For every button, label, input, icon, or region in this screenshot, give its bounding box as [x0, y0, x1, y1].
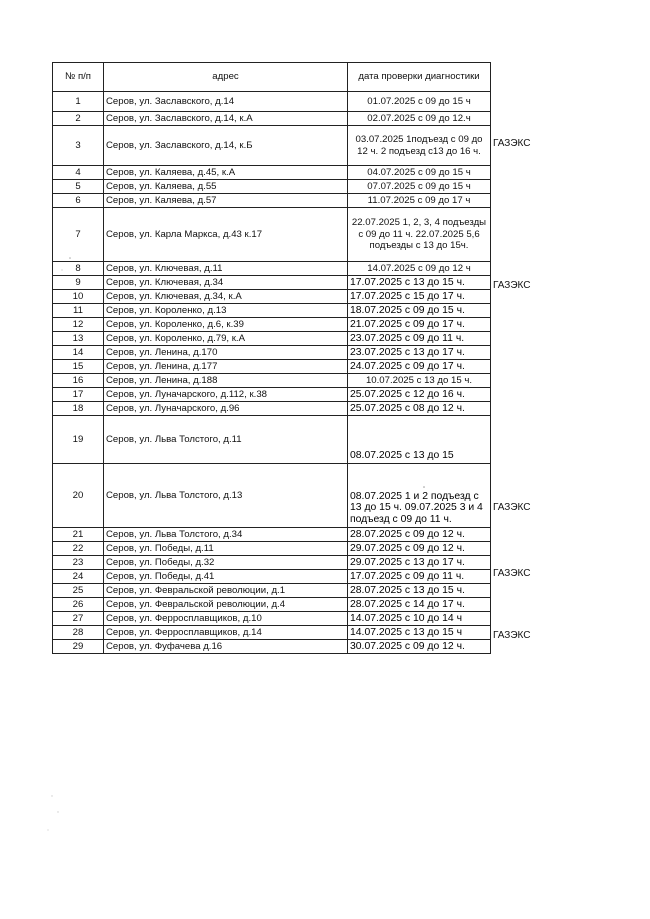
row-number: 1 [53, 92, 104, 112]
row-address: Серов, ул. Ключевая, д.11 [104, 262, 348, 276]
row-date: 23.07.2025 с 09 до 11 ч. [348, 332, 491, 346]
table-row [53, 304, 491, 318]
row-date: 25.07.2025 с 12 до 16 ч. [348, 388, 491, 402]
row-address: Серов, ул. Победы, д.11 [104, 542, 348, 556]
row-date: 24.07.2025 с 09 до 17 ч. [348, 360, 491, 374]
row-date: 18.07.2025 с 09 до 15 ч. [348, 304, 491, 318]
row-date: 07.07.2025 с 09 до 15 ч [348, 180, 491, 194]
row-address: Серов, ул. Заславского, д.14, к.А [104, 112, 348, 126]
table-row [53, 92, 491, 112]
row-number: 24 [53, 570, 104, 584]
row-address: Серов, ул. Луначарского, д.112, к.38 [104, 388, 348, 402]
row-date: 14.07.2025 с 09 до 12 ч [348, 262, 491, 276]
row-address: Серов, ул. Каляева, д.57 [104, 194, 348, 208]
row-number: 13 [53, 332, 104, 346]
row-address: Серов, ул. Короленко, д.6, к.39 [104, 318, 348, 332]
row-number: 15 [53, 360, 104, 374]
row-number: 18 [53, 402, 104, 416]
row-date: 04.07.2025 с 09 до 15 ч [348, 166, 491, 180]
table-row [53, 290, 491, 304]
row-number: 29 [53, 640, 104, 654]
row-address: Серов, ул. Ленина, д.188 [104, 374, 348, 388]
row-number: 11 [53, 304, 104, 318]
row-number: 23 [53, 556, 104, 570]
org-label: ГАЗЭКС [493, 280, 531, 291]
row-number: 2 [53, 112, 104, 126]
row-address: Серов, ул. Карла Маркса, д.43 к.17 [104, 208, 348, 262]
row-number: 8 [53, 262, 104, 276]
row-address: Серов, ул. Короленко, д.79, к.А [104, 332, 348, 346]
row-address: Серов, ул. Ленина, д.177 [104, 360, 348, 374]
table-row [53, 570, 491, 584]
row-number: 7 [53, 208, 104, 262]
row-date: 17.07.2025 с 09 до 11 ч. [348, 570, 491, 584]
row-address: Серов, ул. Ключевая, д.34, к.А [104, 290, 348, 304]
row-date: 17.07.2025 с 15 до 17 ч. [348, 290, 491, 304]
row-number: 28 [53, 626, 104, 640]
table-row [53, 416, 491, 464]
row-number: 6 [53, 194, 104, 208]
row-date: 29.07.2025 с 09 до 12 ч. [348, 542, 491, 556]
table-row [53, 208, 491, 262]
table-row [53, 584, 491, 598]
row-date: 14.07.2025 с 10 до 14 ч [348, 612, 491, 626]
table-row [53, 346, 491, 360]
row-date: 23.07.2025 с 13 до 17 ч. [348, 346, 491, 360]
table-row [53, 126, 491, 166]
row-number: 4 [53, 166, 104, 180]
table-row [53, 262, 491, 276]
row-address: Серов, ул. Ферросплавщиков, д.10 [104, 612, 348, 626]
org-label: ГАЗЭКС [493, 502, 531, 513]
table-row [53, 180, 491, 194]
row-address: Серов, ул. Февральской революции, д.1 [104, 584, 348, 598]
row-number: 14 [53, 346, 104, 360]
org-label: ГАЗЭКС [493, 630, 531, 641]
table-row [53, 166, 491, 180]
row-number: 20 [53, 464, 104, 528]
row-date: 30.07.2025 с 09 до 12 ч. [348, 640, 491, 654]
row-number: 27 [53, 612, 104, 626]
row-address: Серов, ул. Победы, д.41 [104, 570, 348, 584]
row-address: Серов, ул. Льва Толстого, д.34 [104, 528, 348, 542]
row-date: 28.07.2025 с 14 до 17 ч. [348, 598, 491, 612]
table-row [53, 276, 491, 290]
header-num: № п/п [53, 63, 104, 92]
org-label: ГАЗЭКС [493, 138, 531, 149]
row-number: 22 [53, 542, 104, 556]
row-date: 21.07.2025 с 09 до 17 ч. [348, 318, 491, 332]
row-address: Серов, ул. Ленина, д.170 [104, 346, 348, 360]
row-address: Серов, ул. Февральской революции, д.4 [104, 598, 348, 612]
row-address: Серов, ул. Заславского, д.14 [104, 92, 348, 112]
row-date: 11.07.2025 с 09 до 17 ч [348, 194, 491, 208]
table-row [53, 598, 491, 612]
row-date: 25.07.2025 с 08 до 12 ч. [348, 402, 491, 416]
row-address: Серов, ул. Ферросплавщиков, д.14 [104, 626, 348, 640]
table-row [53, 360, 491, 374]
table-row [53, 112, 491, 126]
row-date: 08.07.2025 с 13 до 15 [348, 416, 491, 464]
row-number: 10 [53, 290, 104, 304]
row-number: 25 [53, 584, 104, 598]
row-address: Серов, ул. Льва Толстого, д.11 [104, 416, 348, 464]
table-header-row [53, 63, 491, 92]
table-body [53, 92, 491, 654]
row-date: 03.07.2025 1подъезд с 09 до 12 ч. 2 подъезд с13 до 16 ч. [348, 126, 491, 166]
row-date: 17.07.2025 с 13 до 15 ч. [348, 276, 491, 290]
row-number: 19 [53, 416, 104, 464]
table-row [53, 542, 491, 556]
row-date: 22.07.2025 1, 2, 3, 4 подъезды с 09 до 11 ч. 22.07.2025 5,6 подъезды с 13 до 15ч. [348, 208, 491, 262]
row-address: Серов, ул. Ключевая, д.34 [104, 276, 348, 290]
row-number: 3 [53, 126, 104, 166]
row-number: 17 [53, 388, 104, 402]
row-number: 21 [53, 528, 104, 542]
row-number: 12 [53, 318, 104, 332]
org-label: ГАЗЭКС [493, 568, 531, 579]
row-date: 14.07.2025 с 13 до 15 ч [348, 626, 491, 640]
row-number: 16 [53, 374, 104, 388]
table-row [53, 402, 491, 416]
row-date: 08.07.2025 1 и 2 подъезд с 13 до 15 ч. 09.07.2025 3 и 4 подъезд с 09 до 11 ч. [348, 464, 491, 528]
row-date: 10.07.2025 с 13 до 15 ч. [348, 374, 491, 388]
table-row [53, 626, 491, 640]
row-address: Серов, ул. Победы, д.32 [104, 556, 348, 570]
row-address: Серов, ул. Каляева, д.55 [104, 180, 348, 194]
row-number: 5 [53, 180, 104, 194]
row-date: 28.07.2025 с 09 до 12 ч. [348, 528, 491, 542]
header-address: адрес [104, 63, 348, 92]
table-row [53, 388, 491, 402]
row-address: Серов, ул. Короленко, д.13 [104, 304, 348, 318]
table-row [53, 464, 491, 528]
table-row [53, 332, 491, 346]
table-row [53, 640, 491, 654]
header-date: дата проверки диагностики [348, 63, 491, 92]
row-number: 26 [53, 598, 104, 612]
inspection-schedule-table [52, 62, 491, 654]
row-date: 28.07.2025 с 13 до 15 ч. [348, 584, 491, 598]
row-date: 01.07.2025 с 09 до 15 ч [348, 92, 491, 112]
row-number: 9 [53, 276, 104, 290]
table-row [53, 528, 491, 542]
table-row [53, 612, 491, 626]
row-address: Серов, ул. Луначарского, д.96 [104, 402, 348, 416]
row-date: 29.07.2025 с 13 до 17 ч. [348, 556, 491, 570]
table-row [53, 374, 491, 388]
table-row [53, 318, 491, 332]
row-address: Серов, ул. Льва Толстого, д.13 [104, 464, 348, 528]
table-row [53, 556, 491, 570]
row-address: Серов, ул. Фуфачева д.16 [104, 640, 348, 654]
table-row [53, 194, 491, 208]
row-address: Серов, ул. Заславского, д.14, к.Б [104, 126, 348, 166]
row-date: 02.07.2025 с 09 до 12.ч [348, 112, 491, 126]
row-address: Серов, ул. Каляева, д.45, к.А [104, 166, 348, 180]
